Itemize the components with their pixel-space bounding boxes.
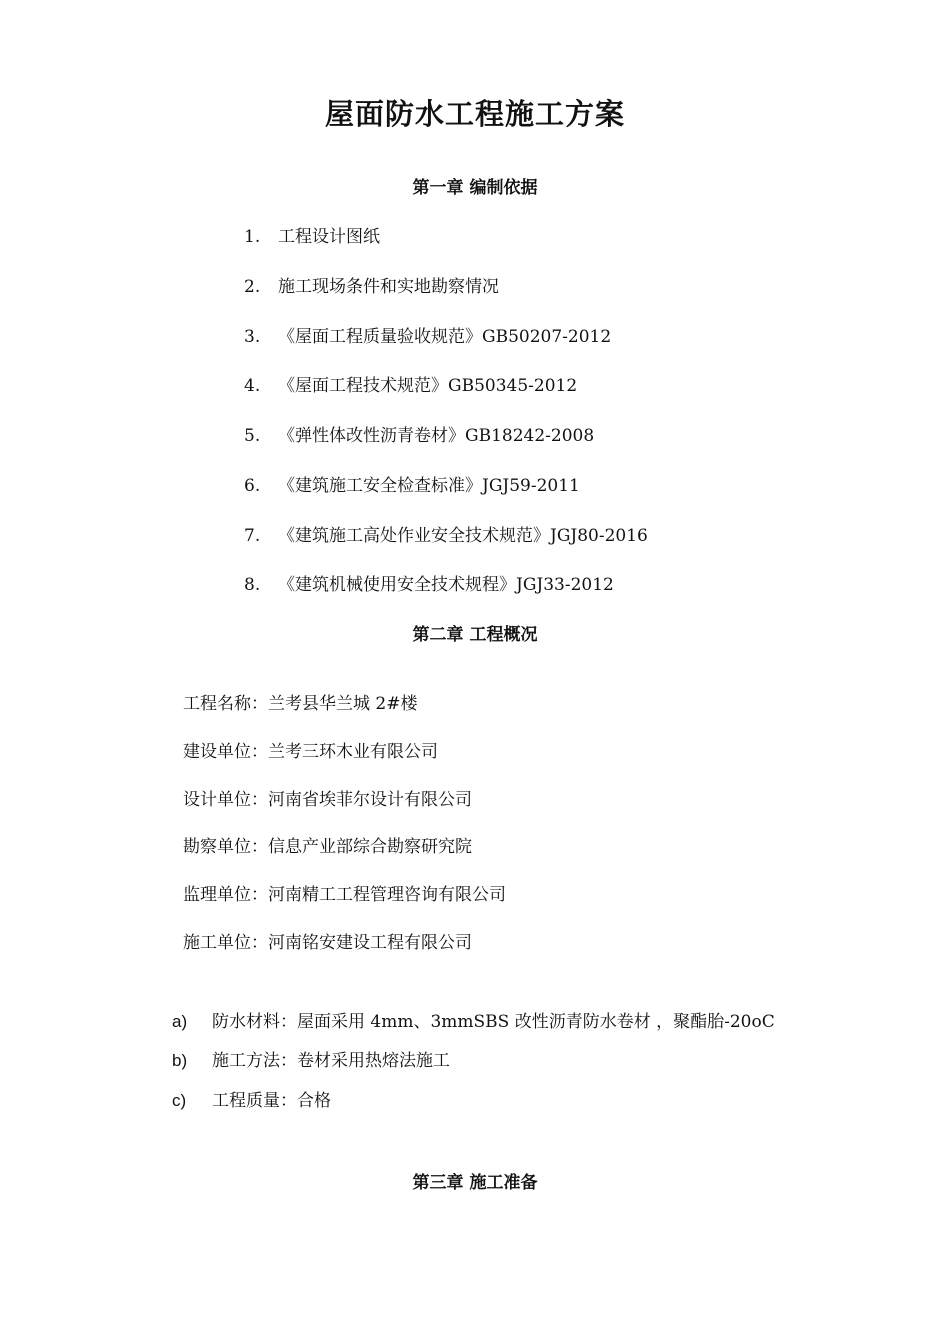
bullet-text: 施工方法：卷材采用热熔法施工 bbox=[212, 1051, 450, 1071]
item-text: 《建筑施工安全检查标准》JGJ59-2011 bbox=[278, 476, 580, 496]
item-text: 《弹性体改性沥青卷材》GB18242-2008 bbox=[278, 426, 595, 446]
item-number: 6. bbox=[244, 476, 261, 496]
bullet-text: 防水材料：屋面采用 4mm、3mmSBS 改性沥青防水卷材 ，聚酯胎-20oC bbox=[212, 1012, 775, 1032]
project-info-line: 建设单位：兰考三环木业有限公司 bbox=[183, 742, 438, 762]
reference-item bbox=[244, 222, 380, 247]
chapter-2-heading: 第二章 工程概况 bbox=[412, 625, 538, 645]
reference-item bbox=[244, 471, 580, 496]
item-number: 1. bbox=[244, 227, 261, 247]
bullet-mark: a) bbox=[172, 1012, 188, 1031]
page-title: 屋面防水工程施工方案 bbox=[324, 97, 625, 131]
item-number: 2. bbox=[244, 277, 261, 297]
project-info-line: 勘察单位：信息产业部综合勘察研究院 bbox=[183, 837, 472, 857]
project-info-line: 设计单位：河南省埃菲尔设计有限公司 bbox=[183, 790, 472, 810]
project-info-line: 工程名称：兰考县华兰城 2#楼 bbox=[183, 694, 418, 714]
bullet-text: 工程质量：合格 bbox=[212, 1091, 331, 1111]
item-number: 5. bbox=[244, 426, 261, 446]
project-info-line: 监理单位：河南精工工程管理咨询有限公司 bbox=[183, 885, 506, 905]
chapter-3-heading: 第三章 施工准备 bbox=[412, 1173, 538, 1193]
reference-item bbox=[244, 570, 614, 595]
chapter-1-heading: 第一章 编制依据 bbox=[412, 178, 538, 198]
bullet-mark: b) bbox=[172, 1051, 188, 1070]
reference-item bbox=[244, 371, 577, 396]
reference-item bbox=[244, 521, 648, 546]
reference-item bbox=[244, 421, 594, 446]
item-text: 施工现场条件和实地勘察情况 bbox=[278, 277, 499, 297]
item-text: 《建筑施工高处作业安全技术规范》JGJ80-2016 bbox=[278, 526, 648, 546]
item-number: 4. bbox=[244, 376, 261, 396]
project-info-line: 施工单位：河南铭安建设工程有限公司 bbox=[183, 933, 472, 953]
item-number: 7. bbox=[244, 526, 261, 546]
reference-item bbox=[244, 322, 611, 347]
reference-item bbox=[244, 272, 499, 297]
bullet-mark: c) bbox=[172, 1091, 187, 1110]
bullet-item bbox=[172, 1046, 450, 1071]
item-text: 《屋面工程质量验收规范》GB50207-2012 bbox=[278, 327, 612, 347]
item-text: 工程设计图纸 bbox=[278, 227, 380, 247]
bullet-item bbox=[172, 1007, 775, 1032]
item-number: 8. bbox=[244, 575, 261, 595]
item-text: 《建筑机械使用安全技术规程》JGJ33-2012 bbox=[278, 575, 614, 595]
item-text: 《屋面工程技术规范》GB50345-2012 bbox=[278, 376, 578, 396]
item-number: 3. bbox=[244, 327, 261, 347]
bullet-item bbox=[172, 1086, 331, 1111]
